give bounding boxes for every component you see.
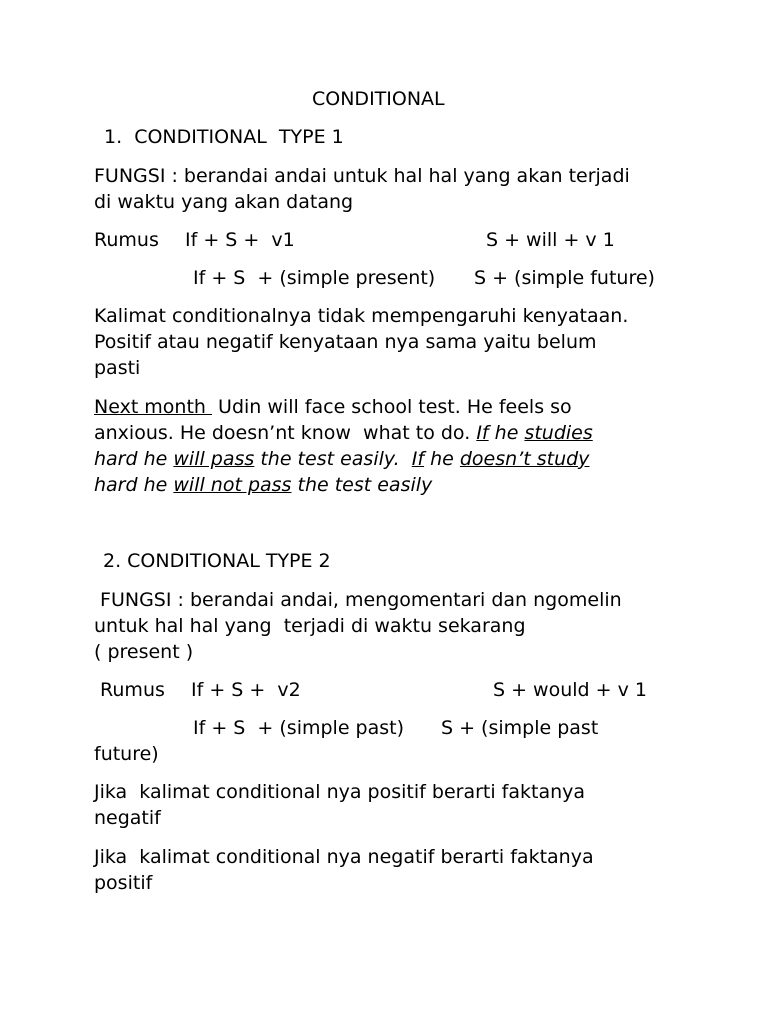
s2-rumus-left: If + S + v2 <box>191 679 301 701</box>
s1-rumus-label: Rumus <box>94 229 159 251</box>
s2-jika1-line-2: negatif <box>94 807 161 829</box>
will-not-pass-underlined: will not pass <box>173 474 292 496</box>
if-underlined: If <box>411 448 425 470</box>
s1-kalimat-line-3: pasti <box>94 357 141 379</box>
s1-rumus-right: S + will + v 1 <box>486 229 615 251</box>
studies-underlined: studies <box>524 422 593 444</box>
page-title: CONDITIONAL <box>312 88 445 110</box>
s2-rumus-label: Rumus <box>94 679 165 701</box>
doesnt-study-underlined: doesn’t study <box>459 448 590 470</box>
s2-fungsi-line-1: FUNGSI : berandai andai, mengomentari dan ngomelin <box>94 589 622 611</box>
s2-rumus-right: S + would + v 1 <box>493 679 647 701</box>
s2-rumus2-left: If + S + (simple past) <box>193 717 405 739</box>
example-text: Udin will face school test. He feels so <box>212 396 572 418</box>
section-1-heading: 1. CONDITIONAL TYPE 1 <box>104 126 344 148</box>
section-2-heading: 2. CONDITIONAL TYPE 2 <box>103 550 331 572</box>
s2-jika1-line-1: Jika kalimat conditional nya positif berarti faktanya <box>94 781 586 803</box>
example-text: the test easily <box>291 474 433 496</box>
s2-jika2-line-1: Jika kalimat conditional nya negatif berarti faktanya <box>94 846 594 868</box>
example-text: the test easily. <box>254 448 412 470</box>
s1-example-line-3 <box>94 446 589 472</box>
s1-fungsi-line-1: FUNGSI : berandai andai untuk hal hal yang akan terjadi <box>94 165 630 187</box>
example-text: he <box>488 422 525 444</box>
example-text: he <box>424 448 460 470</box>
s2-jika2-line-2: positif <box>94 872 153 894</box>
s1-rumus2-left: If + S + (simple present) <box>193 267 436 289</box>
s1-fungsi-line-2: di waktu yang akan datang <box>94 191 354 213</box>
s1-rumus-left: If + S + v1 <box>185 229 295 251</box>
example-text: anxious. He doesn’nt know what to do. <box>94 422 471 444</box>
s2-fungsi-line-2: untuk hal hal yang terjadi di waktu sekarang <box>94 615 526 637</box>
s1-example-line-4 <box>94 472 432 498</box>
s2-rumus2-continued: future) <box>94 743 159 765</box>
s1-kalimat-line-2: Positif atau negatif kenyataan nya sama yaitu belum <box>94 331 597 353</box>
will-pass-underlined: will pass <box>173 448 255 470</box>
example-text: hard he <box>94 474 174 496</box>
s1-kalimat-line-1: Kalimat conditionalnya tidak mempengaruhi kenyataan. <box>94 305 629 327</box>
s2-rumus2-right: S + (simple past <box>441 717 599 739</box>
if-underlined: If <box>476 422 489 444</box>
s1-rumus2-right: S + (simple future) <box>474 267 655 289</box>
s1-example-line-1 <box>94 394 572 420</box>
next-month-underlined: Next month <box>94 396 213 418</box>
s1-example-line-2 <box>94 420 593 446</box>
example-text: hard he <box>94 448 174 470</box>
s2-fungsi-line-3: ( present ) <box>94 641 194 663</box>
